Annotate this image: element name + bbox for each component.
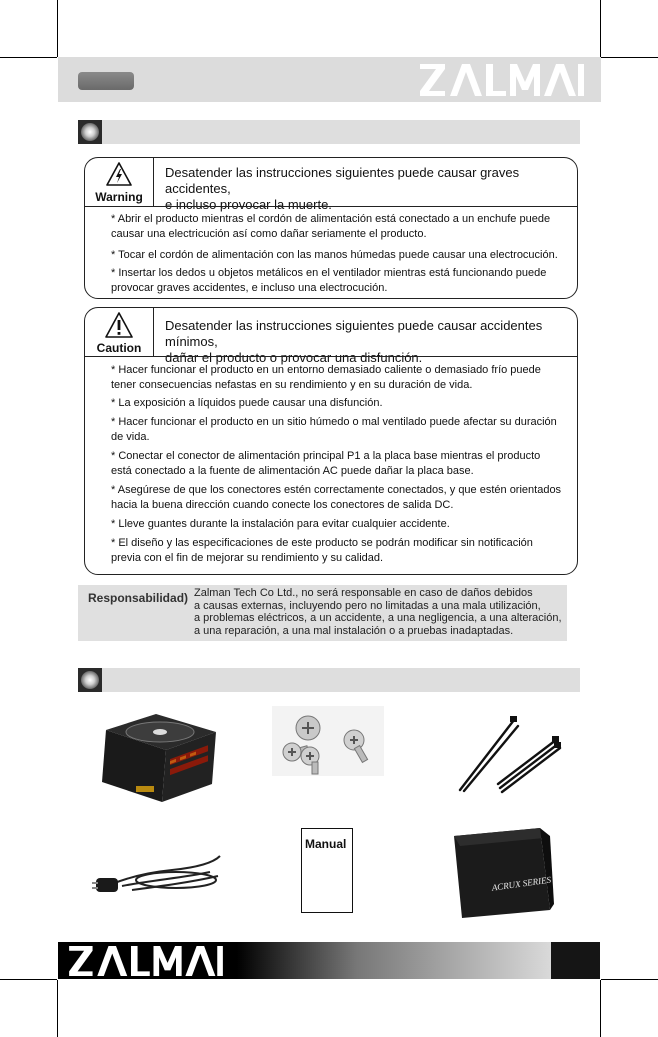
warning-label: Warning [95, 190, 143, 204]
bag-print-text: ACRUX SERIES [491, 874, 552, 893]
responsibility-block [78, 585, 567, 641]
warning-icon-cell [85, 158, 154, 206]
warning-header-text: Desatender las instrucciones siguientes puede causar graves accidentes, e incluso provocar la muerte. [165, 165, 520, 212]
caution-item: * Conectar el conector de alimentación principal P1 a la placa base mientras el producto está conectado a la fuente de alimentación AC puede dañar la placa base. [111, 450, 541, 477]
warning-electric-icon [106, 162, 132, 186]
crop-mark [57, 0, 58, 57]
responsibility-text: Zalman Tech Co Ltd., no será responsable en caso de daños debidos a causas externas, incluyendo pero no limitadas a una mala utilización, a problemas eléctricos, a un accidente, a una negligencia, a una alteración, a una reparación, a una mal instalación o a pruebas inadaptadas. [194, 587, 562, 637]
section-bullet-icon [78, 120, 102, 144]
section-bullet-icon [78, 668, 102, 692]
caution-box [84, 307, 578, 575]
crop-mark [600, 0, 601, 57]
warning-divider [85, 206, 577, 207]
crop-mark [57, 980, 58, 1037]
warning-item: * Abrir el producto mientras el cordón de alimentación está conectado a un enchufe puede causar una electricución así como dañar seriamente el producto. [111, 213, 551, 240]
crop-mark [600, 980, 601, 1037]
brand-logo [420, 64, 584, 96]
caution-item: * Asegúrese de que los conectores estén correctamente conectados, y que estén orientados hacia la buena dirección cuando conecte los conectores de salida DC. [111, 484, 562, 511]
section-bar-components [78, 668, 580, 692]
crop-mark [601, 979, 658, 980]
crop-mark [0, 57, 57, 58]
crop-mark [601, 57, 658, 58]
caution-divider [85, 356, 577, 357]
caution-item: * La exposición a líquidos puede causar una disfunción. [111, 397, 383, 409]
manual-image [301, 828, 353, 913]
header-tab-pill [78, 72, 134, 90]
caution-exclamation-icon [105, 312, 133, 338]
caution-item: * Hacer funcionar el producto en un entorno demasiado caliente o demasiado frío puede tener consecuencias nefastas en su rendimiento y en su duración de vida. [111, 364, 541, 391]
power-cord-image [92, 846, 228, 898]
responsibility-label: Responsabilidad) [88, 591, 189, 605]
carry-bag-image [452, 824, 554, 920]
warning-item: * Insertar los dedos u objetos metálicos en el ventilador mientras está funcionando puede provocar graves accidentes, e incluso una electrocución. [111, 267, 547, 294]
cable-ties-image [452, 714, 564, 794]
section-bar-precautions [78, 120, 580, 144]
manual-label: Manual [305, 837, 347, 851]
caution-label: Caution [96, 341, 142, 355]
caution-item: * Hacer funcionar el producto en un sitio húmedo o mal ventilado puede afectar su duración de vida. [111, 416, 557, 443]
caution-item: * Lleve guantes durante la instalación para evitar cualquier accidente. [111, 518, 450, 530]
footer-page-box [551, 942, 600, 979]
warning-item: * Tocar el cordón de alimentación con las manos húmedas puede causar una electrocución. [111, 249, 558, 261]
screws-image [272, 706, 384, 776]
crop-mark [0, 979, 57, 980]
caution-item: * El diseño y las especificaciones de este producto se podrán modificar sin notificación previa con el fin de mejorar su rendimiento y su calidad. [111, 537, 533, 564]
footer-brand-logo [63, 946, 229, 976]
power-supply-image [96, 712, 220, 804]
warning-box [84, 157, 578, 299]
caution-header-text: Desatender las instrucciones siguientes puede causar accidentes mínimos, dañar el producto o provocar una disfunción. [165, 318, 543, 365]
caution-icon-cell [85, 308, 154, 356]
